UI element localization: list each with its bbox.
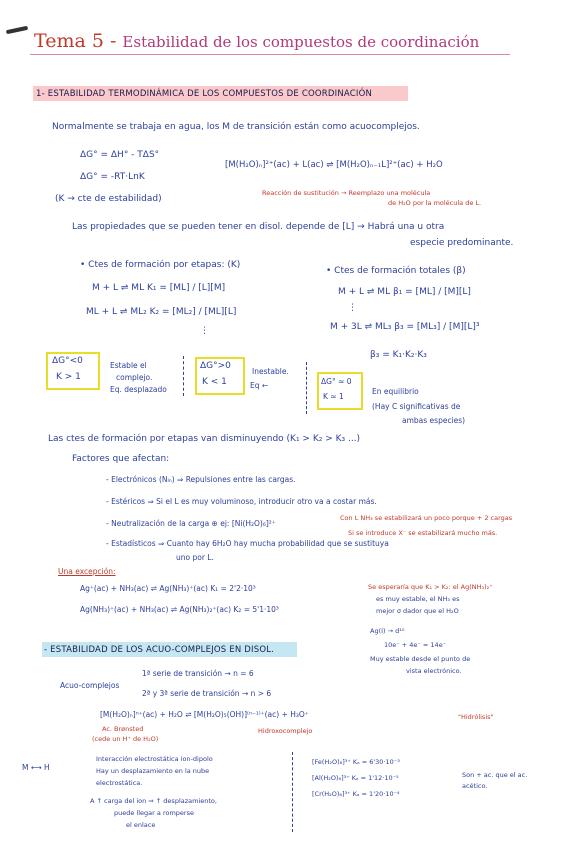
stepwise-eq-1: M + L ⇌ ML K₁ = [ML] / [L][M] [92,283,226,293]
title-number: Tema 5 [34,30,104,52]
mh-note-6: el enlace [126,821,156,829]
m-h-interaction: M ⟷ H [22,763,50,772]
box-unstable-desc-2: Eq ← [250,381,269,390]
mh-note-1: Interacción electrostática ion-dipolo [96,755,213,763]
factor-4-cont: uno por L. [176,553,214,562]
exception-note-7: vista electrónico. [406,667,462,675]
total-product: β₃ = K₁·K₂·K₃ [370,350,427,360]
box-stable-desc-1: Estable el [110,361,147,370]
gibbs-k-equation: ΔG° = -RT·LnK [80,172,145,182]
props-line-2: especie predominante. [410,238,514,248]
total-eq-2: M + 3L ⇌ ML₃ β₃ = [ML₃] / [M][L]³ [330,322,480,332]
box-eq-desc-3: ambas especies) [402,416,466,425]
box-stable-line-1: ΔG°<0 [52,356,83,366]
exception-note-2: es muy estable, el NH₃ es [376,595,460,603]
exception-note-4: Ag(I) → d¹⁰ [370,627,405,635]
page-title [34,30,479,52]
mh-note-3: electrostática. [96,779,143,787]
hidroxo-label: Hidroxocomplejo [258,727,313,735]
total-title: • Ctes de formación totales (β) [326,266,466,276]
ka-note: Son + ac. que el ac. acético. [462,771,528,790]
factor-2: - Estéricos ⇒ Si el L es muy voluminoso, introducir otro va a costar más. [106,497,377,506]
box-unstable-line-2: K < 1 [202,377,227,387]
total-dots: ⋮ [348,303,357,313]
box-unstable-desc-1: Inestable. [252,367,289,376]
k-definition: (K → cte de estabilidad) [55,194,162,204]
gibbs-equation: ΔG° = ΔH° - TΔS° [80,150,160,160]
exception-note-5: 10e⁻ + 4e⁻ = 14e⁻ [384,641,447,649]
neutral-note-2: Si se introduce X⁻ se estabilizará mucho más. [348,529,498,537]
exception-note-6: Muy estable desde el punto de [370,655,471,663]
intro-text: Normalmente se trabaja en agua, los M de transición están como acuocomplejos. [52,122,420,132]
mh-note-4: A ↑ carga del ion ⇒ ↑ desplazamiento, [90,797,217,805]
acuo-label: Acuo-complejos [60,681,120,690]
divider-2 [306,362,307,414]
reaction-note-2: de H₂O por la molécula de L. [388,199,482,207]
hydrolysis-tag: "Hidrólisis" [458,713,494,721]
box-stable-desc-2: complejo. [116,373,153,382]
stepwise-title: • Ctes de formación por etapas: (K) [80,260,241,270]
factors-title: Factores que afectan: [72,454,170,464]
ka-row-2: [Al(H₂O)₆]³⁺ Kₐ = 1'12·10⁻⁵ [312,774,399,782]
total-eq-1: M + L ⇌ ML β₁ = [ML] / [M][L] [338,287,471,297]
stepwise-decrease: Las ctes de formación por etapas van disminuyendo (K₁ > K₂ > K₃ ...) [48,434,361,444]
title-separator: - [103,30,123,52]
box-stable-desc-3: Eq. desplazado [110,385,167,394]
substitution-reaction: [M(H₂O)ₙ]²⁺(ac) + L(ac) ⇌ [M(H₂O)ₙ₋₁L]²⁺(ac) + H₂O [225,160,443,170]
box-eq-line-2: K ≈ 1 [323,392,344,401]
title-underline [30,54,510,55]
stepwise-dots: ⋮ [200,326,209,336]
acid-label-2: (cede un H⁺ de H₂O) [92,735,159,743]
box-unstable-line-1: ΔG°>0 [200,361,231,371]
neutral-note-1: Con L NH₃ se estabilizará un poco porque + 2 cargas [340,514,513,522]
box-stable-line-2: K > 1 [56,372,81,382]
acuo-row-1: 1ª serie de transición → n = 6 [142,669,254,678]
box-eq-desc-1: En equilibrio [372,387,419,396]
mh-note-2: Hay un desplazamiento en la nube [96,767,210,775]
exception-eq-1: Ag⁺(ac) + NH₃(ac) ⇌ Ag(NH₃)⁺(ac) K₁ = 2'2·10³ [80,584,256,593]
exception-note-3: mejor σ dador que el H₂O [376,607,459,615]
props-line-1: Las propiedades que se pueden tener en disol. depende de [L] → Habrá una u otra [72,222,445,232]
factor-4: - Estadísticos ⇒ Cuanto hay 6H₂O hay mucha probabilidad que se sustituya [106,539,389,548]
paperclip-icon [6,26,28,34]
exception-note-1: Se esperaría que K₁ > K₂: el Ag(NH₃)₂⁺ [368,583,493,591]
ka-row-1: [Fe(H₂O)₆]³⁺ Kₐ = 6'30·10⁻³ [312,758,400,766]
box-eq-desc-2: (Hay C significativas de [372,402,461,411]
mh-note-5: puede llegar a romperse [114,809,194,817]
section1-heading: 1- ESTABILIDAD TERMODINÁMICA DE LOS COMPUESTOS DE COORDINACIÓN [36,89,373,99]
box-eq-line-1: ΔG° ≈ 0 [321,377,352,386]
acid-label-1: Ac. Brønsted [102,725,144,733]
stepwise-eq-2: ML + L ⇌ ML₂ K₂ = [ML₂] / [ML][L] [86,307,237,317]
reaction-note-1: Reacción de sustitución → Reemplazo una molécula [262,189,431,197]
factor-3: - Neutralización de la carga ⊕ ej: [Ni(H₂O)₆]²⁺ [106,519,276,528]
acuo-row-2: 2ª y 3ª serie de transición → n > 6 [142,689,272,698]
section2-heading: - ESTABILIDAD DE LOS ACUO-COMPLEJOS EN DISOL. [44,645,275,655]
title-text: Estabilidad de los compuestos de coordinación [122,33,480,51]
exception-eq-2: Ag(NH₃)⁺(ac) + NH₃(ac) ⇌ Ag(NH₃)₂⁺(ac) K₂ = 5'1·10³ [80,605,279,614]
hydrolysis-eq: [M(H₂O)ₙ]ⁿ⁺(ac) + H₂O ⇌ [M(H₂O)₅(OH)]⁽ⁿ⁻¹⁾⁺(ac) + H₃O⁺ [100,710,309,719]
exception-title: Una excepción: [58,567,116,576]
ka-row-3: [Cr(H₂O)₆]³⁺ Kₐ = 1'20·10⁻⁴ [312,790,400,798]
divider-3 [292,752,293,832]
divider-1 [183,356,184,396]
factor-1: - Electrónicos (Nₗₙ) ⇒ Repulsiones entre las cargas. [106,475,296,484]
